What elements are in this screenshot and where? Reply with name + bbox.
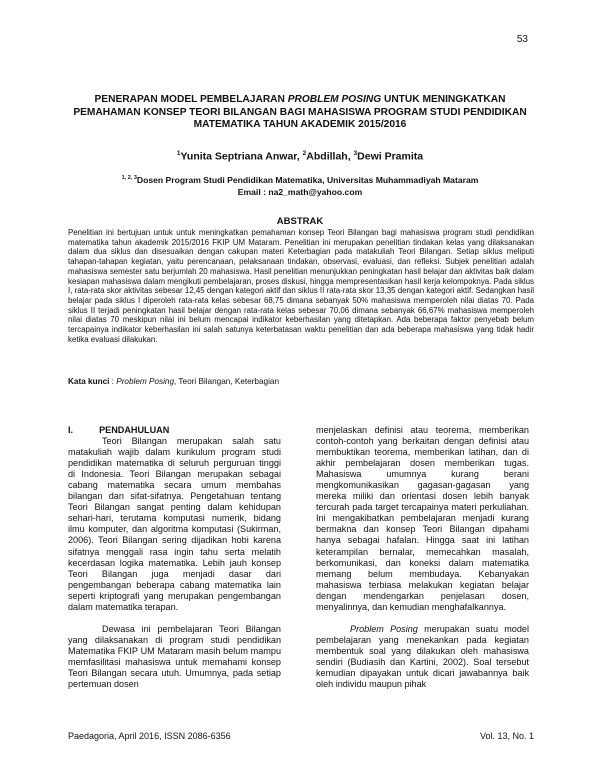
page-footer <box>68 731 534 741</box>
affiliation-text: Dosen Program Studi Pendidikan Matematika, Universitas Muhammadiyah Mataram <box>136 174 479 185</box>
paragraph-intro-4-text: merupakan suatu model pembelajaran yang menekankan pada kegiatan membentuk soal yang dilakukan oleh mahasiswa sendiri (Budiasih dan Kartini, 2002). Soal tersebut kemudian dipayakan untuk dicari jawabannya baik oleh individu maupun pihak <box>316 623 529 690</box>
author-1-name: Yunita Septriana Anwar, <box>180 150 303 163</box>
paragraph-italic-term: Problem Posing <box>350 623 418 634</box>
author-3-name: Dewi Pramita <box>357 150 424 163</box>
section-number: I. <box>68 425 74 435</box>
paragraph-intro-3: menjelaskan definisi atau teorema, memberikan contoh-contoh yang berkaitan dengan definisi atau membuktikan teorema, memberikan latihan, dan di akhir pembelajaran dosen memberikan tugas. Mahasiswa umumnya kurang berani mengkomunikasikan gagasan-gagasan yang mereka miliki dan orientasi dosen lebih banyak tercurah pada target tercapainya materi perkuliahan. Ini mengakibatkan pembelajaran menjadi kurang bermakna dan konsep Teori Bilangan dipahami hanya sebagai hafalan. Hingga saat ini latihan keterampilan bernalar, memecahkan masalah, berkomunikasi, dan koneksi dalam matematika memang belum membudaya. Kebanyakan mahasiswa terbiasa melakukan kegiatan belajar dengan mendengarkan penjelasan dosen, menyalinnya, dan kemudian menghafalkannya. <box>316 425 529 612</box>
right-column <box>316 425 529 690</box>
author-list <box>60 150 540 163</box>
footer-volume: Vol. 13, No. 1 <box>479 731 534 741</box>
abstract-text: Penelitian ini bertujuan untuk untuk meningkatkan pemahaman konsep Teori Bilangan bagi mahasiswa program studi pendidikan matematika tahun akademik 2015/2016 FKIP UM Mataram. Penelitian ini merupakan penelitian tindakan kelas yang dilaksanakan dalam dua siklus dan disesuaikan dengan cakupan materi Keterbagian pada matakuliah Teori Bilangan. Setiap siklus meliputi tahapan-tahapan kegiatan, yaitu perencanaan, pelaksanaan tindakan, observasi, evaluasi, dan refleksi. Subjek penelitian adalah mahasiswa semester satu berjumlah 20 mahasiswa. Hasil penelitian menunjukkan peningkatan hasil belajar dan aktivitas baik dalam kesiapan mahasiswa dalam mengikuti pembelajaran, proses diskusi, hingga mempresentasikan hasil kerja kelompoknya. Pada siklus I, rata-rata skor aktivitas sebesar 12,45 dengan kategori aktif dan siklus II rata-rata skor 13,35 dengan kategori aktif. Sedangkan hasil belajar pada siklus I diperoleh rata-rata kelas sebesar 68,75 dimana sebanyak 50% mahasiswa memperoleh nilai diatas 70. Pada siklus II terjadi peningkatan hasil belajar dengan rata-rata kelas sebesar 70,06 dimana sebanyak 66,67% mahasiswa memperoleh nilai diatas 70 meskipun nilai ini belum mencapai indikator keberhasilan yang ditetapkan. Ada beberapa faktor penyebab belum tercapainya indikator keberhasilan ini salah satunya keterbatasan waktu penelitian dan ada beberapa mahasiswa yang tidak hadir ketika evaluasi dilakukan. <box>68 228 534 344</box>
title-part-1: PENERAPAN MODEL PEMBELAJARAN <box>94 94 288 105</box>
footer-journal: Paedagoria, April 2016, ISSN 2086-6356 <box>68 731 231 741</box>
author-1-sup: 1 <box>176 150 181 157</box>
author-2-name: Abdillah, <box>306 150 354 163</box>
author-3-sup: 3 <box>353 150 358 157</box>
author-email: Email : na2_math@yahoo.com <box>237 186 363 197</box>
affiliation-line <box>60 172 540 186</box>
paper-title <box>60 94 540 132</box>
keywords-line <box>68 377 534 386</box>
section-title: PENDAHULUAN <box>99 425 170 435</box>
affiliation-sup: 1, 2, 3 <box>121 175 137 181</box>
keywords-rest: , Teori Bilangan, Keterbagian <box>174 377 280 386</box>
title-part-2: UNTUK MENINGKATKAN PEMAHAMAN KONSEP TEORI BILANGAN BAGI MAHASISWA PROGRAM STUDI PENDIDIKAN MATEMATIKA TAHUN AKADEMIK 2015/2016 <box>73 94 527 130</box>
keywords-label: Kata kunci <box>68 377 110 386</box>
page-number: 53 <box>516 34 528 45</box>
section-heading <box>68 425 281 436</box>
paragraph-intro-2: Dewasa ini pembelajaran Teori Bilangan yang dilaksanakan di program studi pendidikan Matematika FKIP UM Mataram masih belum mampu memfasilitasi mahasiswa untuk memahami konsep Teori Bilangan secara utuh. Umumnya, pada setiap pertemuan dosen <box>68 623 281 690</box>
left-column <box>68 425 281 690</box>
affiliation-block <box>60 172 540 198</box>
author-2-sup: 2 <box>302 150 307 157</box>
keywords-separator: : <box>109 377 117 386</box>
paragraph-intro-1: Teori Bilangan merupakan salah satu matakuliah wajib dalam kurikulum program studi pendidikan matematika di seluruh perguruan tinggi di Indonesia. Teori Bilangan merupakan sebagai cabang matematika secara umum membahas bilangan dan sifat-sifatnya. Pengetahuan tentang Teori Bilangan sangat penting dalam kehidupan sehari-hari, terutama komputasi numerik, bidang ilmu komputer, dan algoritma komputasi (Sukirman, 2006). Teori Bilangan sering dijadikan hobi karena sifatnya menggali rasa ingin tahu serta melatih kecerdasan logika matematika. Lebih jauh konsep Teori Bilangan juga menjadi dasar dari pengembangan beberapa cabang matematika lain seperti kriptografi yang merupakan pengembangan dalam matematika terapan. <box>68 436 281 612</box>
paragraph-intro-4 <box>316 624 529 690</box>
keyword-italic: Problem Posing <box>116 377 175 386</box>
abstract-heading: ABSTRAK <box>276 216 324 227</box>
title-italic: PROBLEM POSING <box>287 94 382 105</box>
